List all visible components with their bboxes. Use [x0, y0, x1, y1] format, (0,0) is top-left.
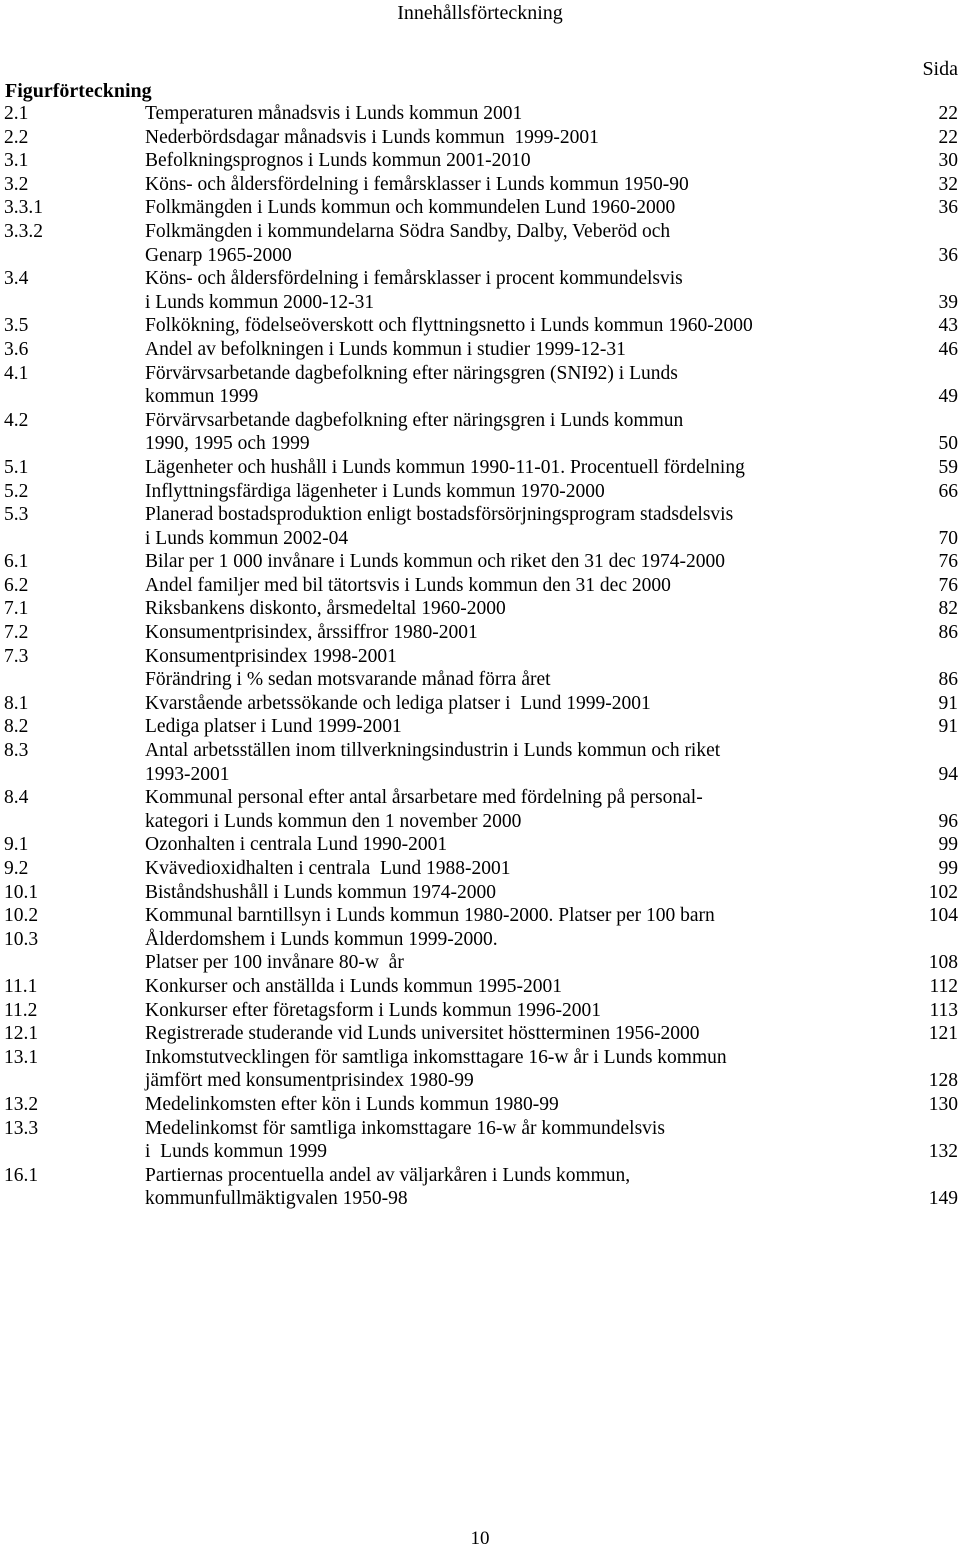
figure-title-line: i Lunds kommun 1999: [145, 1141, 328, 1163]
figure-title: [145, 338, 868, 362]
figure-title: [145, 196, 868, 220]
figure-title-line: Genarp 1965-2000: [145, 244, 292, 266]
figure-title: [145, 267, 868, 314]
figure-title-line: Folkmängden i Lunds kommun och kommundelen Lund 1960-2000: [145, 197, 676, 219]
figure-title-line: 1993-2001: [145, 763, 230, 785]
page-number-ref: 43: [938, 315, 958, 337]
figure-number: 7.3: [4, 645, 29, 667]
figure-title: [145, 1046, 868, 1093]
figure-title: [145, 1164, 868, 1211]
page-number-ref: 96: [938, 810, 958, 832]
figure-number: 6.2: [4, 574, 29, 596]
figure-title: [145, 621, 868, 645]
toc-entry: [0, 1093, 960, 1117]
figure-title-line: Folkmängden i kommundelarna Södra Sandby, Dalby, Veberöd och: [145, 220, 671, 242]
figure-title-line: Inflyttningsfärdiga lägenheter i Lunds kommun 1970-2000: [145, 480, 605, 502]
figure-title-line: Kvarstående arbetssökande och lediga platser i Lund 1999-2001: [145, 692, 651, 714]
page-number-ref: 22: [938, 103, 958, 124]
toc-entry: [0, 574, 960, 598]
figure-title: [145, 1117, 868, 1164]
figure-number: 13.1: [4, 1046, 39, 1068]
figure-number: 12.1: [4, 1023, 39, 1045]
figure-title: [145, 645, 868, 692]
figure-title-line: Förvärvsarbetande dagbefolkning efter näringsgren (SNI92) i Lunds: [145, 362, 678, 384]
toc-entry: [0, 597, 960, 621]
figure-title: [145, 975, 868, 999]
figure-number: 4.1: [4, 362, 29, 384]
toc-entry: [0, 220, 960, 267]
page-number: 10: [470, 1528, 490, 1549]
toc-entry: [0, 904, 960, 928]
figure-number: 2.2: [4, 126, 29, 148]
figure-title-line: Kommunal barntillsyn i Lunds kommun 1980-2000. Platser per 100 barn: [145, 905, 715, 927]
toc-entry: [0, 881, 960, 905]
page-number-ref: 86: [938, 669, 958, 691]
page-number-ref: 30: [938, 150, 958, 172]
figure-title-line: Medelinkomst för samtliga inkomsttagare 16-w år kommundelsvis: [145, 1117, 665, 1139]
toc-entry: [0, 621, 960, 645]
figure-number: 3.1: [4, 150, 29, 172]
figure-number: 11.2: [4, 999, 38, 1021]
page-number-ref: 108: [928, 952, 958, 974]
figure-title: [145, 999, 868, 1023]
figure-title: [145, 456, 868, 480]
figure-title-line: 1990, 1995 och 1999: [145, 433, 310, 455]
figure-title-line: Köns- och åldersfördelning i femårsklasser i procent kommundelsvis: [145, 268, 683, 290]
page-number-ref: 46: [938, 338, 958, 360]
page-number-ref: 102: [928, 881, 958, 903]
figure-title-line: Förvärvsarbetande dagbefolkning efter näringsgren i Lunds kommun: [145, 409, 684, 431]
toc-entry: [0, 456, 960, 480]
figure-title-line: Befolkningsprognos i Lunds kommun 2001-2010: [145, 150, 531, 172]
figure-title-line: kommunfullmäktigvalen 1950-98: [145, 1188, 408, 1210]
figure-title: [145, 314, 868, 338]
figure-title: [145, 1022, 868, 1046]
page-header-title: Innehållsförteckning: [397, 2, 563, 24]
toc-entry: [0, 1117, 960, 1164]
figure-title-line: Platser per 100 invånare 80-w år: [145, 952, 404, 974]
figure-title: [145, 220, 868, 267]
figure-number: 10.2: [4, 905, 39, 927]
toc-entry: [0, 1164, 960, 1211]
figure-number: 3.4: [4, 268, 29, 290]
figure-title: [145, 574, 868, 598]
figure-number: 3.6: [4, 338, 29, 360]
page-number-ref: 76: [938, 574, 958, 596]
figure-title-line: Konkurser och anställda i Lunds kommun 1995-2001: [145, 975, 563, 997]
toc-entry: [0, 267, 960, 314]
toc-entry: [0, 715, 960, 739]
page-number-ref: 66: [938, 480, 958, 502]
figure-title-line: kategori i Lunds kommun den 1 november 2000: [145, 810, 522, 832]
figure-title: [145, 833, 868, 857]
figure-title-line: Kommunal personal efter antal årsarbetare med fördelning på personal-: [145, 787, 703, 809]
figure-title-line: Konsumentprisindex, årssiffror 1980-2001: [145, 622, 478, 644]
toc-entry: [0, 503, 960, 550]
toc-entry: [0, 362, 960, 409]
figure-title-line: Biståndshushåll i Lunds kommun 1974-2000: [145, 881, 496, 903]
figure-title-line: Registrerade studerande vid Lunds universitet höstterminen 1956-2000: [145, 1023, 700, 1045]
toc-entry: [0, 645, 960, 692]
figure-number: 8.1: [4, 692, 29, 714]
figure-title-line: Planerad bostadsproduktion enligt bostadsförsörjningsprogram stadsdelsvis: [145, 504, 734, 526]
figure-number: 7.1: [4, 598, 29, 620]
toc-entry: [0, 739, 960, 786]
toc-entry: [0, 338, 960, 362]
figure-title-line: Medelinkomsten efter kön i Lunds kommun 1980-99: [145, 1093, 559, 1115]
figure-title-line: Andel av befolkningen i Lunds kommun i studier 1999-12-31: [145, 338, 626, 360]
figure-title-line: Förändring i % sedan motsvarande månad förra året: [145, 669, 551, 691]
toc-entry: [0, 173, 960, 197]
toc-entry: [0, 999, 960, 1023]
figure-number: 5.3: [4, 504, 29, 526]
toc-entry: [0, 126, 960, 150]
page-number-ref: 112: [929, 975, 958, 997]
figure-title: [145, 1093, 868, 1117]
page-number-ref: 99: [938, 834, 958, 856]
figure-number: 8.4: [4, 787, 29, 809]
page-column-label: Sida: [922, 58, 958, 80]
figure-title-line: jämfört med konsumentprisindex 1980-99: [145, 1070, 474, 1092]
figure-title: [145, 409, 868, 456]
figure-title: [145, 597, 868, 621]
toc-entry: [0, 102, 960, 126]
figure-title: [145, 786, 868, 833]
page-number-ref: 121: [928, 1023, 958, 1045]
toc-entry: [0, 149, 960, 173]
figure-title-line: Köns- och åldersfördelning i femårsklasser i Lunds kommun 1950-90: [145, 173, 689, 195]
figure-number: 11.1: [4, 975, 38, 997]
toc-entry: [0, 1046, 960, 1093]
figure-title: [145, 126, 868, 150]
page-number-ref: 50: [938, 433, 958, 455]
figure-title-line: i Lunds kommun 2000-12-31: [145, 291, 375, 313]
figure-title: [145, 857, 868, 881]
toc-entry: [0, 786, 960, 833]
figure-title: [145, 881, 868, 905]
figure-title-line: Ålderdomshem i Lunds kommun 1999-2000.: [145, 928, 498, 950]
figure-title: [145, 715, 868, 739]
figure-number: 9.2: [4, 858, 29, 879]
page-number-ref: 132: [928, 1141, 958, 1163]
page-number-ref: 22: [938, 126, 958, 148]
figure-title-line: Lägenheter och hushåll i Lunds kommun 1990-11-01. Procentuell fördelning: [145, 456, 745, 478]
page-number-ref: 113: [929, 999, 958, 1021]
figure-title-line: Antal arbetsställen inom tillverkningsindustrin i Lunds kommun och riket: [145, 740, 721, 762]
page-number-ref: 104: [928, 905, 958, 927]
toc-entry: [0, 409, 960, 456]
figure-number: 4.2: [4, 409, 29, 431]
page-number-ref: 36: [938, 244, 958, 266]
figure-title-line: Konkurser efter företagsform i Lunds kommun 1996-2001: [145, 999, 601, 1021]
figure-title-line: Nederbördsdagar månadsvis i Lunds kommun 1999-2001: [145, 126, 599, 148]
page-number-ref: 86: [938, 622, 958, 644]
figure-title-line: Riksbankens diskonto, årsmedeltal 1960-2000: [145, 598, 506, 620]
page-number-ref: 128: [928, 1070, 958, 1092]
figure-title-line: Partiernas procentuella andel av väljarkåren i Lunds kommun,: [145, 1164, 631, 1186]
figure-title-line: Ozonhalten i centrala Lund 1990-2001: [145, 834, 448, 856]
section-title: Figurförteckning: [5, 80, 152, 102]
page-number-ref: 91: [938, 692, 958, 714]
toc-entry: [0, 928, 960, 975]
figure-number: 13.3: [4, 1117, 39, 1139]
figure-title-line: Bilar per 1 000 invånare i Lunds kommun och riket den 31 dec 1974-2000: [145, 551, 725, 573]
figure-number: 8.2: [4, 716, 29, 738]
toc-entry: [0, 480, 960, 504]
figure-number: 5.2: [4, 480, 29, 502]
figure-title: [145, 904, 868, 928]
figure-number: 3.3.1: [4, 197, 43, 219]
toc-entry: [0, 550, 960, 574]
page-number-ref: 70: [938, 527, 958, 549]
page-number-ref: 99: [938, 858, 958, 879]
figure-title: [145, 739, 868, 786]
figure-title-line: Temperaturen månadsvis i Lunds kommun 2001: [145, 103, 523, 124]
toc-entry: [0, 857, 960, 881]
page-number-ref: 76: [938, 551, 958, 573]
page-number-ref: 91: [938, 716, 958, 738]
toc-entry: [0, 196, 960, 220]
figure-title-line: Kvävedioxidhalten i centrala Lund 1988-2001: [145, 858, 511, 879]
figure-number: 3.3.2: [4, 220, 43, 242]
figure-number: 8.3: [4, 740, 29, 762]
page-number-ref: 32: [938, 173, 958, 195]
figure-number: 13.2: [4, 1093, 39, 1115]
page-number-ref: 36: [938, 197, 958, 219]
figure-number: 6.1: [4, 551, 29, 573]
figure-title: [145, 692, 868, 716]
figure-title: [145, 173, 868, 197]
figure-number: 5.1: [4, 456, 29, 478]
figure-number: 10.3: [4, 928, 39, 950]
figure-title-line: Konsumentprisindex 1998-2001: [145, 645, 397, 667]
figure-number: 3.5: [4, 315, 29, 337]
figure-title-line: Andel familjer med bil tätortsvis i Lunds kommun den 31 dec 2000: [145, 574, 671, 596]
figure-title: [145, 362, 868, 409]
toc-entry: [0, 692, 960, 716]
figure-title: [145, 102, 868, 126]
figure-number: 9.1: [4, 834, 29, 856]
figure-title-line: kommun 1999: [145, 386, 259, 408]
toc-entry: [0, 833, 960, 857]
page-number-ref: 39: [938, 291, 958, 313]
figure-title-line: i Lunds kommun 2002-04: [145, 527, 349, 549]
toc-entry: [0, 1022, 960, 1046]
figure-title-line: Lediga platser i Lund 1999-2001: [145, 716, 402, 738]
figure-title-line: Folkökning, födelseöverskott och flyttningsnetto i Lunds kommun 1960-2000: [145, 315, 753, 337]
figure-number: 3.2: [4, 173, 29, 195]
figure-title-line: Inkomstutvecklingen för samtliga inkomsttagare 16-w år i Lunds kommun: [145, 1046, 727, 1068]
figure-title: [145, 480, 868, 504]
figure-list: [0, 102, 960, 1211]
page-number-ref: 149: [928, 1188, 958, 1210]
figure-title: [145, 550, 868, 574]
figure-number: 16.1: [4, 1164, 39, 1186]
figure-title: [145, 503, 868, 550]
figure-number: 7.2: [4, 622, 29, 644]
page-number-ref: 59: [938, 456, 958, 478]
figure-title: [145, 928, 868, 975]
page-number-ref: 82: [938, 598, 958, 620]
figure-number: 2.1: [4, 103, 29, 124]
figure-number: 10.1: [4, 881, 39, 903]
page-number-ref: 130: [928, 1093, 958, 1115]
page-number-ref: 94: [938, 763, 958, 785]
page-number-ref: 49: [938, 386, 958, 408]
toc-entry: [0, 314, 960, 338]
figure-title: [145, 149, 868, 173]
toc-entry: [0, 975, 960, 999]
